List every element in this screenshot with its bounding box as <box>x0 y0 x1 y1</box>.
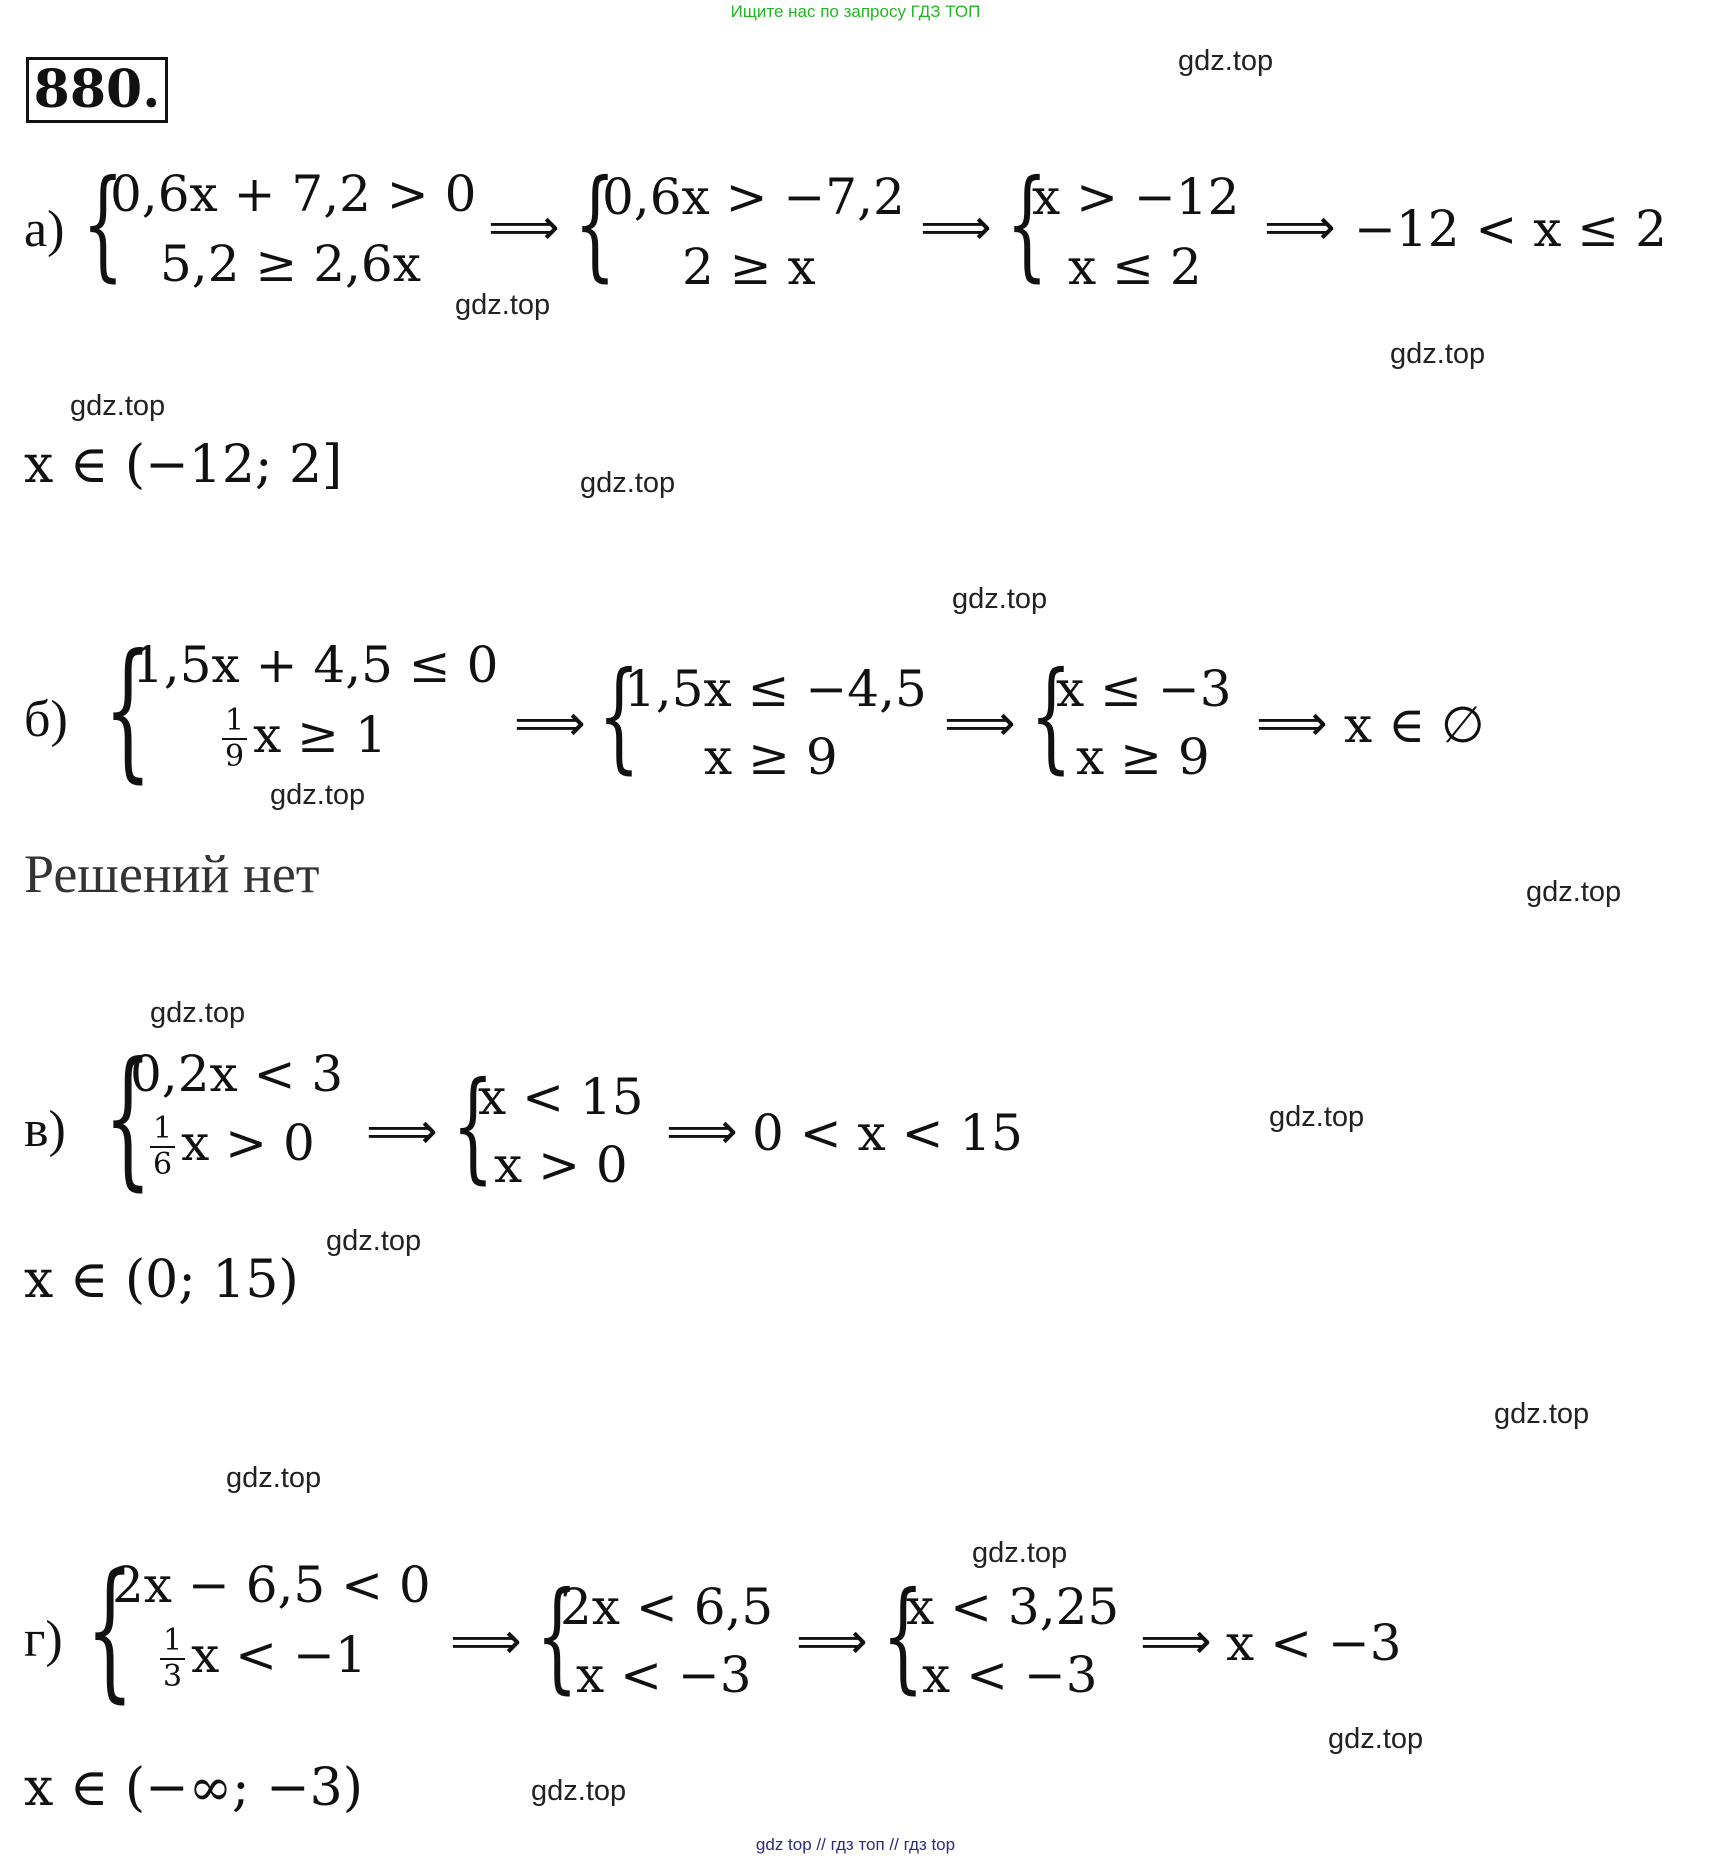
part-b-sys3-line1: x ≤ −3 <box>1056 660 1232 718</box>
watermark: gdz.top <box>270 779 366 811</box>
part-a-sys2-line1: 0,6x > −7,2 <box>602 168 905 226</box>
implies-arrow: ⟹ <box>366 1102 438 1160</box>
implies-arrow: ⟹ <box>920 198 992 256</box>
implies-arrow: ⟹ <box>1256 694 1328 752</box>
part-g-sys3-line2: x < −3 <box>922 1646 1098 1704</box>
part-b-sys2-line1: 1,5x ≤ −4,5 <box>624 660 927 718</box>
watermark: gdz.top <box>226 1462 322 1494</box>
implies-arrow: ⟹ <box>1140 1612 1212 1670</box>
part-v-sys1-line1: 0,2x < 3 <box>130 1045 344 1103</box>
implies-arrow: ⟹ <box>796 1612 868 1670</box>
brace-icon: { <box>536 1567 578 1706</box>
watermark: gdz.top <box>1526 876 1622 908</box>
part-v-sys1-line2: $\frac{1}{6}$ x > 0 <box>150 1112 315 1182</box>
part-v-sys2-line1: x < 15 <box>478 1068 644 1126</box>
part-a-sys1-line2: 5,2 ≥ 2,6x <box>160 235 421 293</box>
part-g-sys3-line1: x < 3,25 <box>906 1578 1120 1636</box>
watermark: gdz.top <box>952 583 1048 615</box>
part-v-sys2-line2: x > 0 <box>494 1136 628 1194</box>
part-b-answer: Решений нет <box>24 844 320 904</box>
fraction: $\frac{1}{3}$ <box>160 1624 185 1694</box>
brace-icon: { <box>598 647 640 786</box>
watermark: gdz.top <box>1269 1101 1365 1133</box>
part-a-label: а) <box>24 201 65 258</box>
fraction: $\frac{1}{6}$ <box>150 1112 175 1182</box>
footer-links: gdz top // гдз топ // гдз top <box>755 1835 956 1854</box>
brace-icon: { <box>882 1567 924 1706</box>
part-v-label: в) <box>24 1101 66 1158</box>
implies-arrow: ⟹ <box>488 198 560 256</box>
part-a-sys3-line2: x ≤ 2 <box>1068 238 1202 296</box>
part-v-result: 0 < x < 15 <box>752 1104 1023 1162</box>
part-g-answer: x ∈ (−∞; −3) <box>24 1758 364 1818</box>
fraction: $\frac{1}{9}$ <box>222 704 247 774</box>
brace-icon: { <box>82 155 124 294</box>
part-a-sys2-line2: 2 ≥ x <box>682 238 816 296</box>
part-a-sys1-line1: 0,6x + 7,2 > 0 <box>110 165 477 223</box>
implies-arrow: ⟹ <box>514 694 586 752</box>
part-a-sys3-line1: x > −12 <box>1032 168 1240 226</box>
watermark: gdz.top <box>1390 338 1486 370</box>
watermark: gdz.top <box>1178 45 1274 77</box>
part-g-result: x < −3 <box>1226 1614 1402 1672</box>
brace-icon: { <box>452 1057 494 1196</box>
brace-icon: { <box>574 155 616 294</box>
brace-icon: { <box>86 1543 134 1717</box>
problem-number: 880. <box>26 57 168 123</box>
part-g-sys2-line1: 2x < 6,5 <box>560 1578 774 1636</box>
implies-arrow: ⟹ <box>1264 198 1336 256</box>
part-g-sys1-line1: 2x − 6,5 < 0 <box>112 1556 431 1614</box>
watermark: gdz.top <box>580 467 676 499</box>
part-a-result: −12 < x ≤ 2 <box>1354 200 1667 258</box>
part-b-sys3-line2: x ≥ 9 <box>1076 728 1210 786</box>
implies-arrow: ⟹ <box>944 694 1016 752</box>
watermark: gdz.top <box>70 390 166 422</box>
part-b-result: x ∈ ∅ <box>1344 696 1485 754</box>
part-b-sys1-line2: $\frac{1}{9}$ x ≥ 1 <box>222 704 387 774</box>
watermark: gdz.top <box>326 1225 422 1257</box>
watermark: gdz.top <box>1494 1398 1590 1430</box>
brace-icon: { <box>104 1031 152 1205</box>
brace-icon: { <box>1030 647 1072 786</box>
part-v-answer: x ∈ (0; 15) <box>24 1250 299 1310</box>
watermark: gdz.top <box>531 1775 627 1807</box>
top-banner: Ищите нас по запросу ГДЗ ТОП <box>730 2 981 21</box>
implies-arrow: ⟹ <box>450 1612 522 1670</box>
brace-icon: { <box>104 623 152 797</box>
implies-arrow: ⟹ <box>666 1102 738 1160</box>
part-g-label: г) <box>24 1611 63 1668</box>
watermark: gdz.top <box>972 1537 1068 1569</box>
watermark: gdz.top <box>455 289 551 321</box>
brace-icon: { <box>1006 155 1048 294</box>
part-g-sys2-line2: x < −3 <box>576 1646 752 1704</box>
part-b-label: б) <box>24 691 68 748</box>
watermark: gdz.top <box>1328 1723 1424 1755</box>
watermark: gdz.top <box>150 997 246 1029</box>
part-b-sys1-line1: 1,5x + 4,5 ≤ 0 <box>132 636 499 694</box>
part-a-answer: x ∈ (−12; 2] <box>24 435 343 495</box>
part-b-sys2-line2: x ≥ 9 <box>704 728 838 786</box>
part-g-sys1-line2: $\frac{1}{3}$ x < −1 <box>160 1624 367 1694</box>
